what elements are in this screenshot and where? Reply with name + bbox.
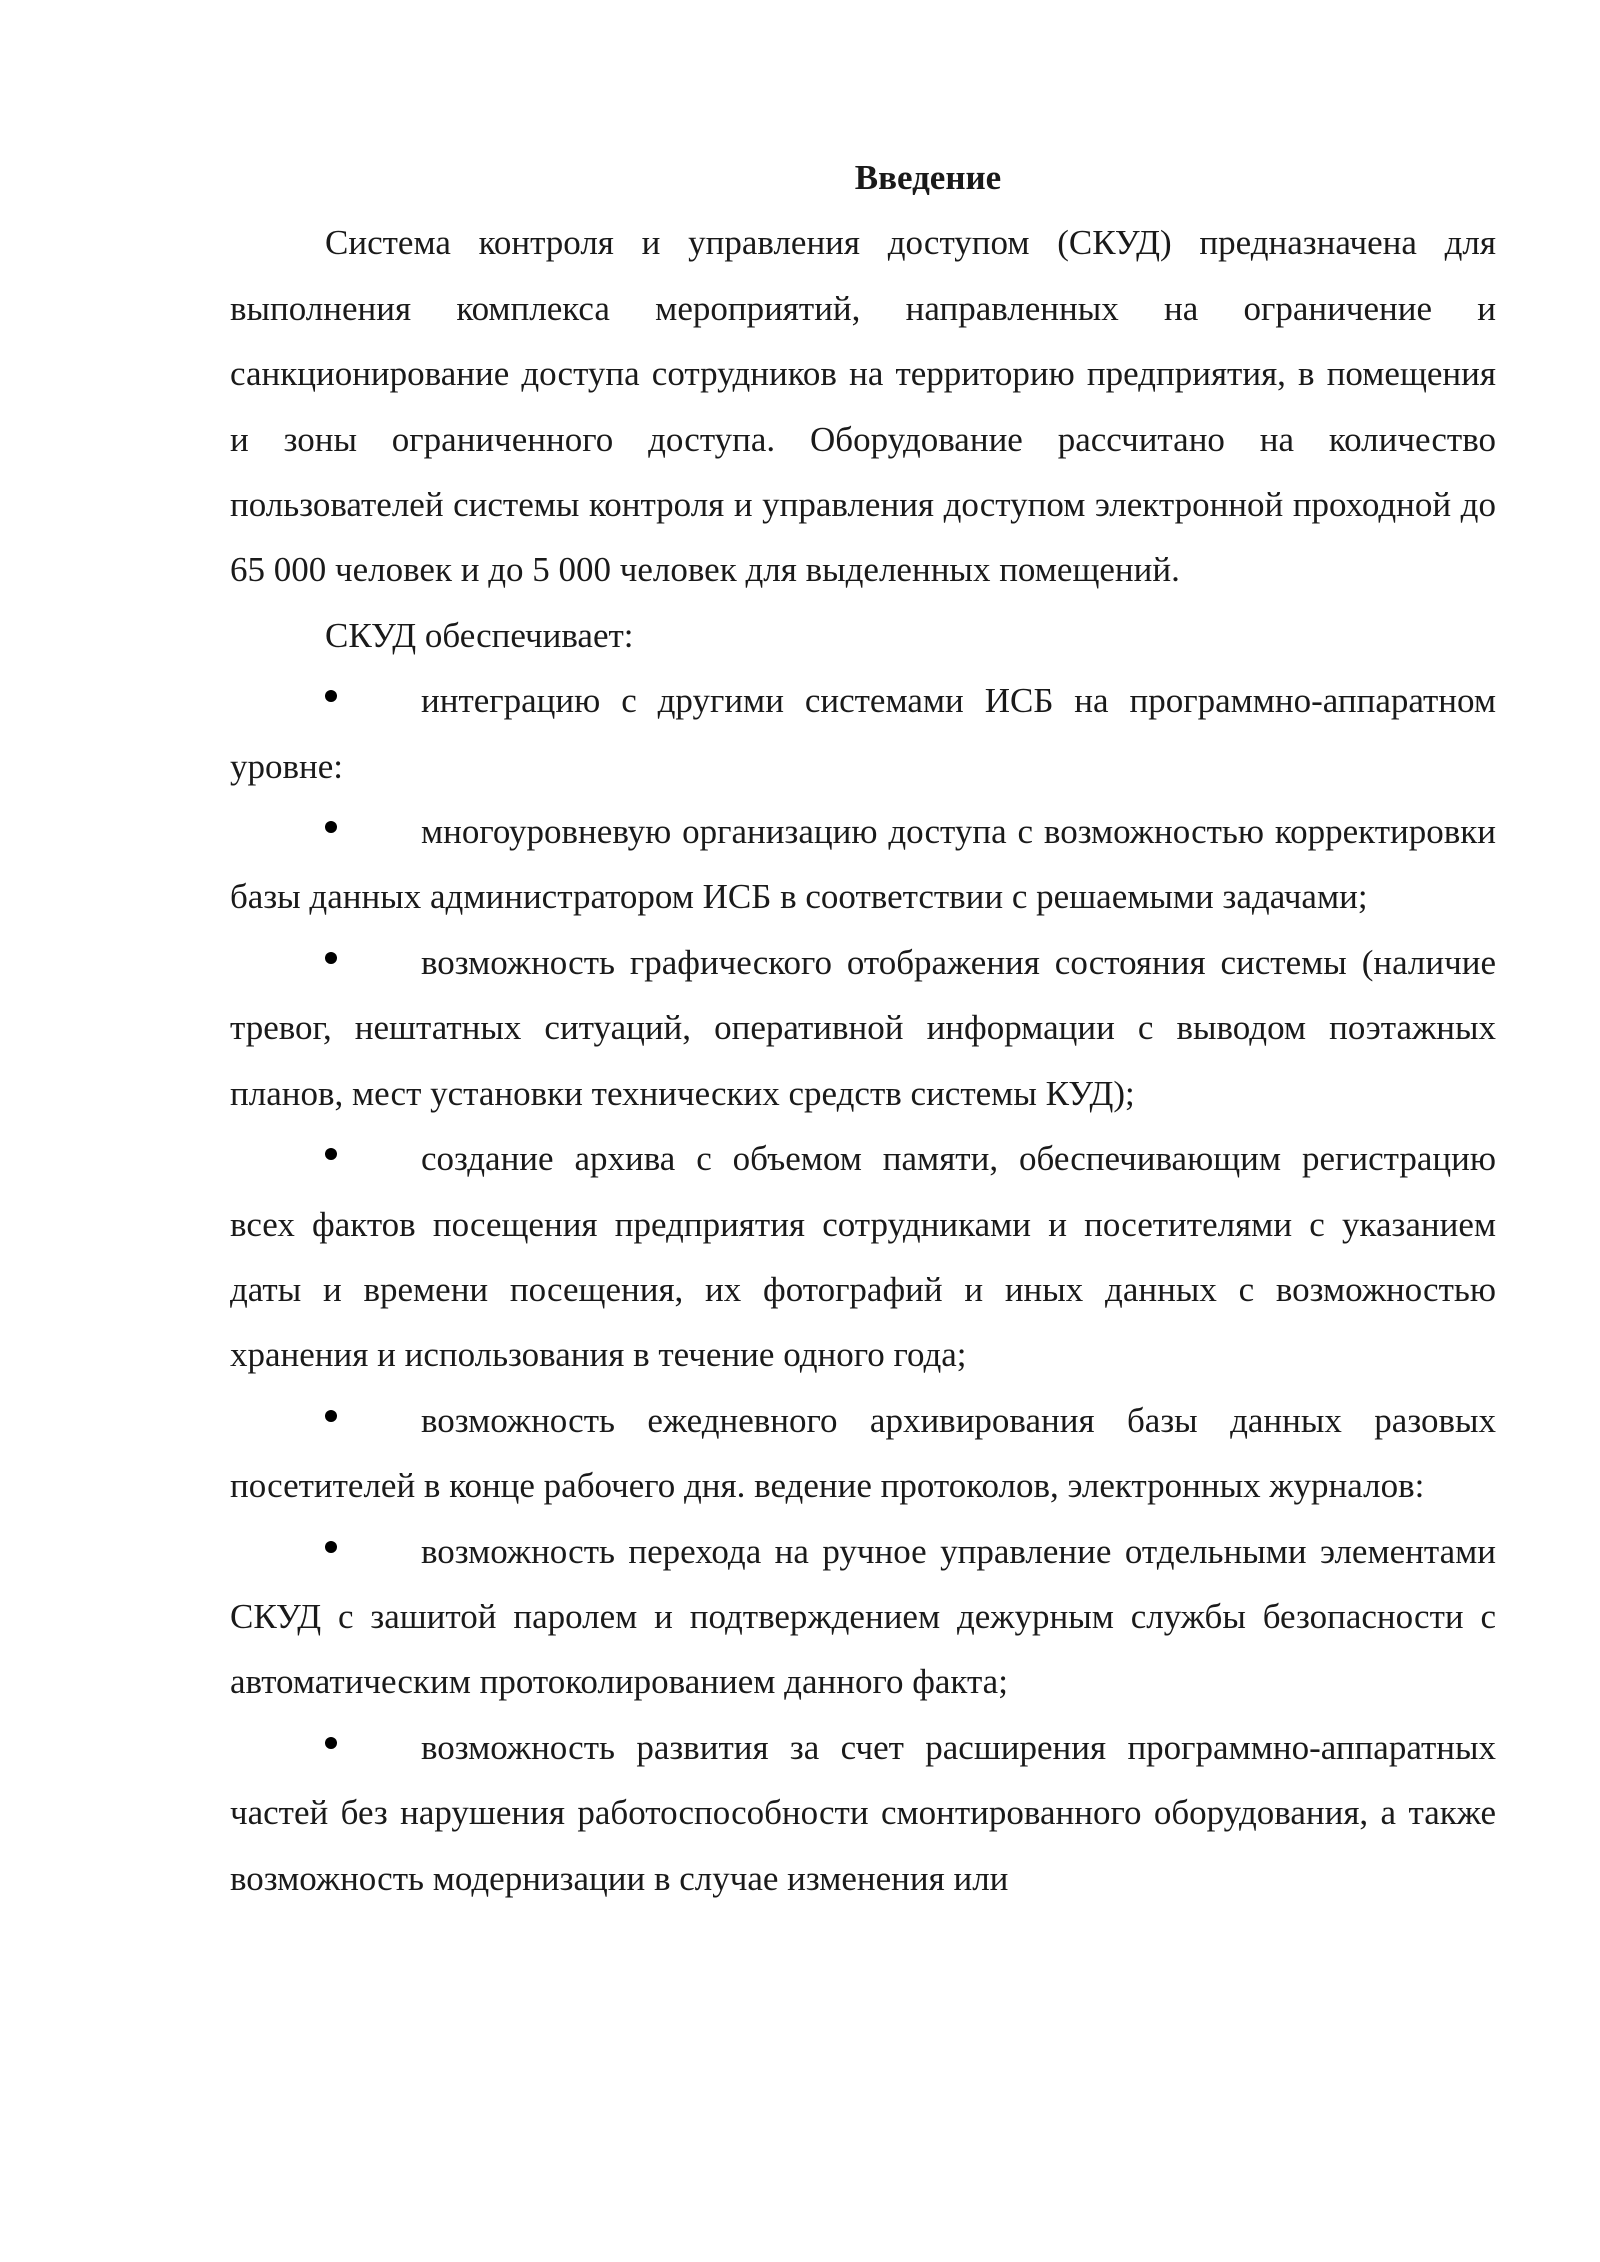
list-item xyxy=(230,1715,1496,1911)
document-title: Введение xyxy=(854,158,1002,197)
list-item xyxy=(230,668,1496,799)
list-item-text: возможность развития за счет расширения программно-аппаратных частей без нарушения работоспособности смонтированного оборудования, а также возможность модернизации в случае изменения или xyxy=(230,1727,1496,1898)
list-item-text: интеграцию с другими системами ИСБ на программно-аппаратном уровне: xyxy=(230,681,1496,786)
list-intro: СКУД обеспечивает: xyxy=(325,615,634,655)
list-item-text: возможность перехода на ручное управление отдельными элементами СКУД с зашитой паролем и подтверждением дежурным службы безопасности с автоматическим протоколированием данного факта; xyxy=(230,1531,1496,1702)
list-item xyxy=(230,1388,1496,1519)
list-item xyxy=(230,1519,1496,1715)
bullet-dot-icon xyxy=(325,690,337,702)
bullet-dot-icon xyxy=(325,1410,337,1422)
intro-paragraph: Система контроля и управления доступом (СКУД) предназначена для выполнения комплекса мероприятий, направленных на ограничение и санкционирование доступа сотрудников на территорию предприятия, в помещения и зоны ограниченного доступа. Оборудование рассчитано на количество пользователей системы контроля и управления доступом электронной проходной до 65 000 человек и до 5 000 человек для выделенных помещений. xyxy=(230,223,1496,590)
list-item-text: создание архива с объемом памяти, обеспечивающим регистрацию всех фактов посещения предприятия сотрудниками и посетителями с указанием даты и времени посещения, их фотографий и иных данных с возможностью хранения и использования в течение одного года; xyxy=(230,1139,1496,1375)
list-item xyxy=(230,799,1496,930)
bullet-dot-icon xyxy=(325,1541,337,1553)
list-item xyxy=(230,930,1496,1126)
bullet-dot-icon xyxy=(325,821,337,833)
bullet-dot-icon xyxy=(325,952,337,964)
list-item-text: возможность графического отображения состояния системы (наличие тревог, нештатных ситуаций, оперативной информации с выводом поэтажных планов, мест установки технических средств системы КУД); xyxy=(230,942,1496,1113)
document-body xyxy=(230,145,1496,1911)
list-item-text: многоуровневую организацию доступа с возможностью корректировки базы данных администратором ИСБ в соответствии с решаемыми задачами; xyxy=(230,812,1496,917)
list-item xyxy=(230,1126,1496,1388)
feature-list xyxy=(230,668,1496,1911)
list-item-text: возможность ежедневного архивирования базы данных разовых посетителей в конце рабочего дня. ведение протоколов, электронных журналов: xyxy=(230,1400,1496,1506)
bullet-dot-icon xyxy=(325,1148,337,1160)
bullet-dot-icon xyxy=(325,1737,337,1749)
